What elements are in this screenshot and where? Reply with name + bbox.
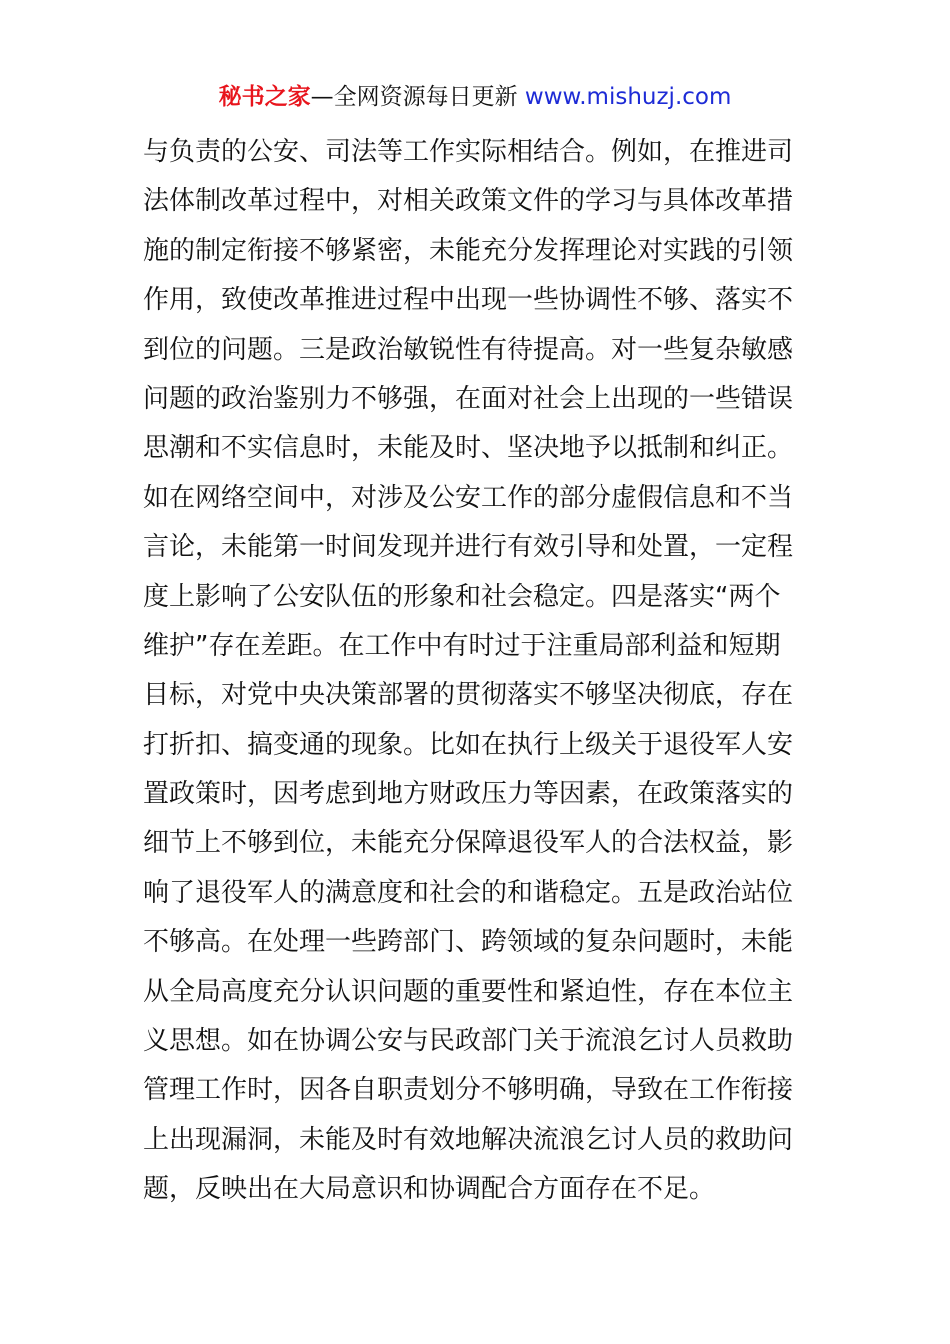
text-line: 施的制定衔接不够紧密，未能充分发挥理论对实践的引领 [143, 235, 794, 266]
text-line: 响了退役军人的满意度和社会的和谐稳定。五是政治站位 [143, 877, 794, 908]
text-line: 上出现漏洞，未能及时有效地解决流浪乞讨人员的救助问 [143, 1124, 794, 1155]
text-line: 题，反映出在大局意识和协调配合方面存在不足。 [143, 1174, 716, 1205]
text-line: 法体制改革过程中，对相关政策文件的学习与具体改革措 [143, 186, 794, 217]
text-line: 与负责的公安、司法等工作实际相结合。例如，在推进司 [143, 137, 794, 167]
text-line: 打折扣、搞变通的现象。比如在执行上级关于退役军人安 [143, 729, 794, 760]
text-line: 度上影响了公安队伍的形象和社会稳定。四是落实“两个 [143, 581, 781, 612]
text-line: 如在网络空间中，对涉及公安工作的部分虚假信息和不当 [143, 482, 794, 513]
text-line: 置政策时，因考虑到地方财政压力等因素，在政策落实的 [143, 779, 794, 810]
text-line: 从全局高度充分认识问题的重要性和紧迫性，存在本位主 [143, 976, 794, 1007]
text-line: 不够高。在处理一些跨部门、跨领域的复杂问题时，未能 [143, 927, 794, 958]
text-line: 问题的政治鉴别力不够强，在面对社会上出现的一些错误 [143, 383, 794, 414]
page-header [0, 80, 950, 114]
brand-name: 秘书之家 [218, 84, 311, 110]
header-tagline: —全网资源每日更新 [310, 84, 518, 110]
text-line: 作用，致使改革推进过程中出现一些协调性不够、落实不 [143, 285, 794, 316]
site-url-link[interactable]: www.mishuzj.com [524, 84, 732, 110]
text-line: 义思想。如在协调公安与民政部门关于流浪乞讨人员救助 [143, 1026, 794, 1057]
text-line: 细节上不够到位，未能充分保障退役军人的合法权益，影 [143, 828, 794, 859]
text-line: 维护”存在差距。在工作中有时过于注重局部利益和短期 [143, 630, 781, 661]
text-line: 言论，未能第一时间发现并进行有效引导和处置，一定程 [143, 532, 794, 563]
text-line: 思潮和不实信息时，未能及时、坚决地予以抵制和纠正。 [143, 433, 794, 464]
text-line: 到位的问题。三是政治敏锐性有待提高。对一些复杂敏感 [143, 334, 794, 365]
text-line: 管理工作时，因各自职责划分不够明确，导致在工作衔接 [143, 1075, 794, 1106]
text-line: 目标，对党中央决策部署的贯彻落实不够坚决彻底，存在 [143, 680, 794, 711]
body-paragraph [143, 128, 811, 1215]
